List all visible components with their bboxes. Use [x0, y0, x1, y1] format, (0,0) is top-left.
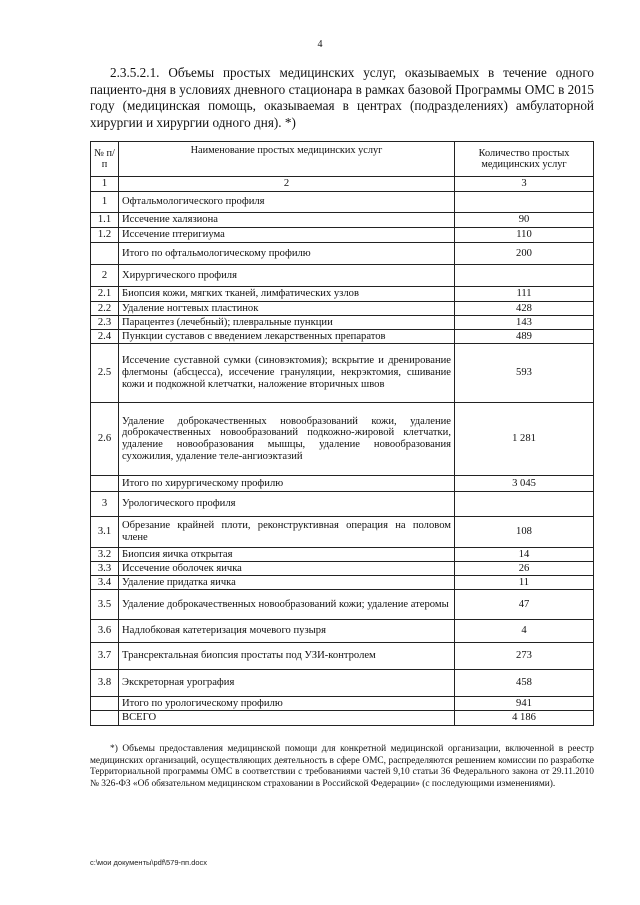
table-row	[91, 403, 594, 476]
row-count: 111	[455, 287, 594, 302]
row-count: 108	[455, 517, 594, 548]
row-count: 47	[455, 590, 594, 620]
subtotal-value: 200	[455, 243, 594, 265]
empty-cell	[91, 476, 119, 492]
table-row	[91, 517, 594, 548]
row-count: 4	[455, 620, 594, 643]
subtotal-row	[91, 476, 594, 492]
row-name: Удаление придатка яичка	[119, 576, 455, 590]
row-count: 273	[455, 643, 594, 670]
subtotal-value: 941	[455, 697, 594, 711]
row-count: 428	[455, 302, 594, 316]
section-num: 1	[91, 192, 119, 213]
subtotal-value: 3 045	[455, 476, 594, 492]
section-title: Урологического профиля	[119, 492, 455, 517]
row-count: 90	[455, 213, 594, 228]
section-num: 2	[91, 265, 119, 287]
row-num: 3.3	[91, 562, 119, 576]
table-row	[91, 548, 594, 562]
header-count: Количество простых медицинских услуг	[455, 142, 594, 177]
row-name: Трансректальная биопсия простаты под УЗИ-контролем	[119, 643, 455, 670]
subtotal-label: Итого по урологическому профилю	[119, 697, 455, 711]
row-count: 143	[455, 316, 594, 330]
row-count: 593	[455, 344, 594, 403]
subtotal-label: Итого по офтальмологическому профилю	[119, 243, 455, 265]
row-name: Парацентез (лечебный); плевральные пункции	[119, 316, 455, 330]
table-row	[91, 590, 594, 620]
subtotal-label: Итого по хирургическому профилю	[119, 476, 455, 492]
row-count: 110	[455, 228, 594, 243]
row-num: 2.3	[91, 316, 119, 330]
row-name: Удаление ногтевых пластинок	[119, 302, 455, 316]
section-title: Хирургического профиля	[119, 265, 455, 287]
row-num: 2.6	[91, 403, 119, 476]
table-row	[91, 576, 594, 590]
row-name: Биопсия яичка открытая	[119, 548, 455, 562]
row-num: 3.5	[91, 590, 119, 620]
row-name: Иссечение оболочек яичка	[119, 562, 455, 576]
row-count: 11	[455, 576, 594, 590]
row-name: Иссечение птеригиума	[119, 228, 455, 243]
row-count: 26	[455, 562, 594, 576]
row-num: 3.8	[91, 670, 119, 697]
empty-cell	[91, 243, 119, 265]
row-count: 489	[455, 330, 594, 344]
row-num: 1.1	[91, 213, 119, 228]
row-num: 3.2	[91, 548, 119, 562]
row-num: 3.7	[91, 643, 119, 670]
row-name: Удаление доброкачественных новообразований кожи, удаление доброкачественных новообразований подкожно-жировой клетчатки, удаление новообразования мышцы, удаление новообразования сухожилия, удаление теле-ангиоэктазий	[119, 403, 455, 476]
section-row	[91, 492, 594, 517]
row-count: 458	[455, 670, 594, 697]
row-name: Удаление доброкачественных новообразований кожи; удаление атеромы	[119, 590, 455, 620]
file-path: c:\мои документы\pdf\579-пп.docx	[90, 858, 208, 867]
row-name: Иссечение халязиона	[119, 213, 455, 228]
table-row	[91, 287, 594, 302]
table-row	[91, 643, 594, 670]
subtotal-row	[91, 243, 594, 265]
row-count: 1 281	[455, 403, 594, 476]
header-name: Наименование простых медицинских услуг	[119, 142, 455, 177]
row-num: 3.6	[91, 620, 119, 643]
section-heading: 2.3.5.2.1. Объемы простых медицинских услуг, оказываемых в течение одного пациенто-дня в условиях дневного стационара в рамках базовой Программы ОМС в 2015 году (медицинская помощь, оказываемая в центрах (подразделениях) амбулаторной хирургии и хирургии одного дня). *)	[90, 65, 594, 130]
row-name: Биопсия кожи, мягких тканей, лимфатических узлов	[119, 287, 455, 302]
table-row	[91, 302, 594, 316]
row-num: 2.4	[91, 330, 119, 344]
row-num: 3.4	[91, 576, 119, 590]
section-row	[91, 265, 594, 287]
services-table	[90, 141, 594, 726]
row-num: 1.2	[91, 228, 119, 243]
row-num: 2.5	[91, 344, 119, 403]
empty-cell	[91, 697, 119, 711]
grand-total-row	[91, 711, 594, 726]
empty-cell	[455, 492, 594, 517]
row-name: Экскреторная урография	[119, 670, 455, 697]
table-row	[91, 228, 594, 243]
empty-cell	[455, 265, 594, 287]
row-name: Пункции суставов с введением лекарственных препаратов	[119, 330, 455, 344]
empty-cell	[455, 192, 594, 213]
row-name: Обрезание крайней плоти, реконструктивная операция на половом члене	[119, 517, 455, 548]
table-row	[91, 316, 594, 330]
row-name: Надлобковая катетеризация мочевого пузыря	[119, 620, 455, 643]
row-num: 3.1	[91, 517, 119, 548]
section-title: Офтальмологического профиля	[119, 192, 455, 213]
header-num: № п/п	[91, 142, 119, 177]
row-num: 2.1	[91, 287, 119, 302]
table-row	[91, 620, 594, 643]
table-row	[91, 562, 594, 576]
table-row	[91, 670, 594, 697]
grand-total-label: ВСЕГО	[119, 711, 455, 726]
table-header-row	[91, 142, 594, 177]
grand-total-value: 4 186	[455, 711, 594, 726]
index-row	[91, 177, 594, 192]
table-row	[91, 330, 594, 344]
row-num: 2.2	[91, 302, 119, 316]
subtotal-row	[91, 697, 594, 711]
table-row	[91, 213, 594, 228]
index-count: 3	[455, 177, 594, 192]
table-row	[91, 344, 594, 403]
empty-cell	[91, 711, 119, 726]
section-row	[91, 192, 594, 213]
index-name: 2	[119, 177, 455, 192]
row-name: Иссечение суставной сумки (синовэктомия); вскрытие и дренирование флегмоны (абсцесса), иссечение грануляции, некрэктомия, сшивание кожи и подкожной клетчатки, наложение вторичных швов	[119, 344, 455, 403]
page-number: 4	[317, 39, 323, 50]
row-count: 14	[455, 548, 594, 562]
index-num: 1	[91, 177, 119, 192]
section-num: 3	[91, 492, 119, 517]
footnote: *) Объемы предоставления медицинской помощи для конкретной медицинской организации, включенной в реестр медицинских организаций, осуществляющих деятельность в сфере ОМС, распределяются решением комиссии по разработке Территориальной программы ОМС в соответствии с требованиями частей 9,10 статьи 36 Федерального закона от 29.11.2010 № 326-ФЗ «Об обязательном медицинском страховании в Российской Федерации» (с последующими изменениями).	[90, 744, 594, 789]
